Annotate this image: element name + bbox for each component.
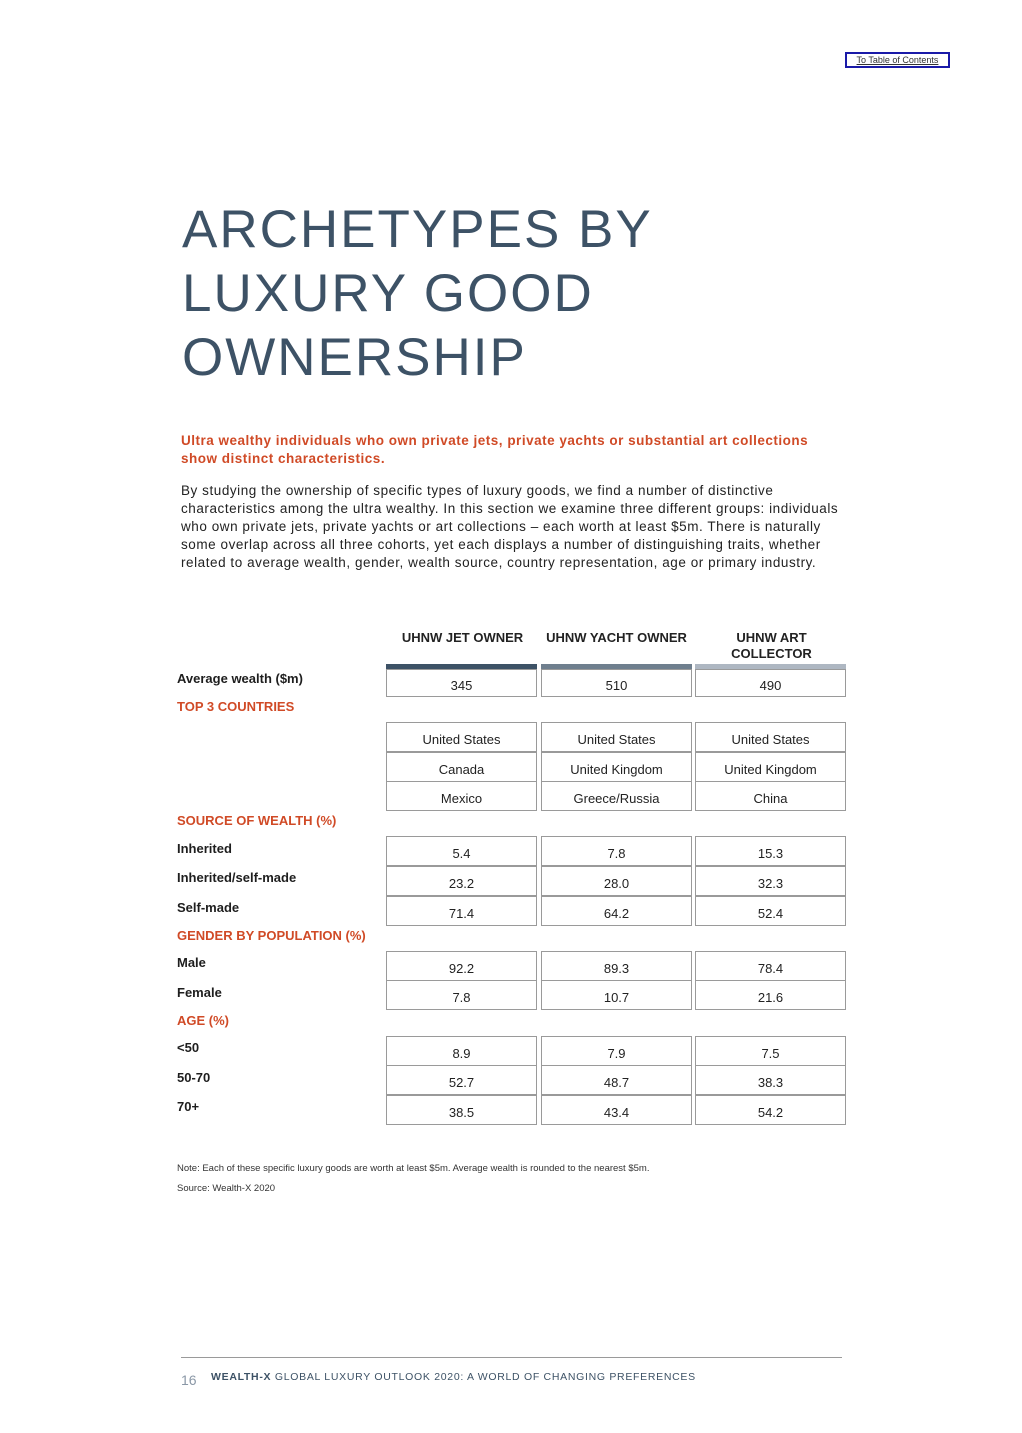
page-number: 16 [181, 1372, 197, 1388]
cell-average-wealth-jet: 345 [386, 669, 537, 697]
cell-age-70-plus-jet: 38.5 [386, 1095, 537, 1125]
cell-country-art: United Kingdom [695, 752, 846, 782]
column-header-jet-owner: UHNW JET OWNER [401, 630, 524, 645]
cell-country-jet: Canada [386, 752, 537, 782]
row-label-self-made: Self-made [177, 900, 240, 915]
cell-average-wealth-yacht: 510 [541, 669, 692, 697]
cell-female-yacht: 10.7 [541, 980, 692, 1010]
cell-male-jet: 92.2 [386, 951, 537, 981]
cell-country-yacht: United Kingdom [541, 752, 692, 782]
cell-country-jet: Mexico [386, 781, 537, 811]
table-source: Source: Wealth-X 2020 [177, 1183, 276, 1194]
cell-inherited-self-made-yacht: 28.0 [541, 866, 692, 896]
cell-country-art: China [695, 781, 846, 811]
cell-country-yacht: United States [541, 722, 692, 752]
cell-inherited-self-made-art: 32.3 [695, 866, 846, 896]
cell-country-art: United States [695, 722, 846, 752]
cell-inherited-jet: 5.4 [386, 836, 537, 866]
cell-age-50-70-art: 38.3 [695, 1065, 846, 1095]
row-label-female: Female [177, 985, 222, 1000]
row-label-average-wealth: Average wealth ($m) [177, 671, 303, 686]
cell-inherited-art: 15.3 [695, 836, 846, 866]
row-label-50-70: 50-70 [177, 1070, 211, 1085]
cell-country-yacht: Greece/Russia [541, 781, 692, 811]
lead-paragraph: Ultra wealthy individuals who own private jets, private yachts or substantial art collections show distinct characteristics. [181, 433, 809, 466]
cell-female-jet: 7.8 [386, 980, 537, 1010]
page-title [182, 198, 653, 390]
column-header-art-collector: UHNW ART COLLECTOR [731, 630, 812, 661]
cell-male-yacht: 89.3 [541, 951, 692, 981]
footer-divider [181, 1357, 842, 1358]
column-header-yacht-owner: UHNW YACHT OWNER [546, 630, 687, 645]
cell-male-art: 78.4 [695, 951, 846, 981]
cell-age-50-70-jet: 52.7 [386, 1065, 537, 1095]
section-label-source-of-wealth: SOURCE OF WEALTH (%) [177, 813, 337, 828]
cell-self-made-jet: 71.4 [386, 896, 537, 926]
cell-self-made-yacht: 64.2 [541, 896, 692, 926]
footer-brand: WEALTH-X [211, 1371, 272, 1383]
body-paragraph: By studying the ownership of specific types of luxury goods, we find a number of distinctive characteristics among the ultra wealthy. In this section we examine three different groups: individuals who own private jets, private yachts or art collections – each worth at least $5m. There is naturally some overlap across all three cohorts, yet each displays a number of distinguishing traits, whether related to average wealth, gender, wealth source, country representation, age or primary industry. [181, 483, 839, 570]
cell-age-70-plus-art: 54.2 [695, 1095, 846, 1125]
footer-report-title: GLOBAL LUXURY OUTLOOK 2020: A WORLD OF CHANGING PREFERENCES [274, 1371, 696, 1383]
title-line-2: LUXURY GOOD [182, 264, 594, 323]
row-label-70-plus: 70+ [177, 1099, 200, 1114]
section-label-gender: GENDER BY POPULATION (%) [177, 928, 366, 943]
title-line-1: ARCHETYPES BY [182, 200, 653, 259]
cell-female-art: 21.6 [695, 980, 846, 1010]
table-note: Note: Each of these specific luxury goods are worth at least $5m. Average wealth is rounded to the nearest $5m. [177, 1163, 650, 1174]
section-label-top-countries: TOP 3 COUNTRIES [177, 699, 295, 714]
cell-age-under-50-jet: 8.9 [386, 1036, 537, 1066]
cell-inherited-self-made-jet: 23.2 [386, 866, 537, 896]
cell-average-wealth-art: 490 [695, 669, 846, 697]
row-label-male: Male [177, 955, 206, 970]
cell-inherited-yacht: 7.8 [541, 836, 692, 866]
cell-country-jet: United States [386, 722, 537, 752]
cell-age-50-70-yacht: 48.7 [541, 1065, 692, 1095]
row-label-inherited-self-made: Inherited/self-made [177, 870, 297, 885]
cell-age-under-50-art: 7.5 [695, 1036, 846, 1066]
row-label-under-50: <50 [177, 1040, 200, 1055]
section-label-age: AGE (%) [177, 1013, 229, 1028]
footer-title [211, 1371, 696, 1383]
cell-self-made-art: 52.4 [695, 896, 846, 926]
row-label-inherited: Inherited [177, 841, 232, 856]
cell-age-70-plus-yacht: 43.4 [541, 1095, 692, 1125]
title-line-3: OWNERSHIP [182, 328, 527, 387]
table-of-contents-link[interactable]: To Table of Contents [845, 52, 950, 68]
cell-age-under-50-yacht: 7.9 [541, 1036, 692, 1066]
